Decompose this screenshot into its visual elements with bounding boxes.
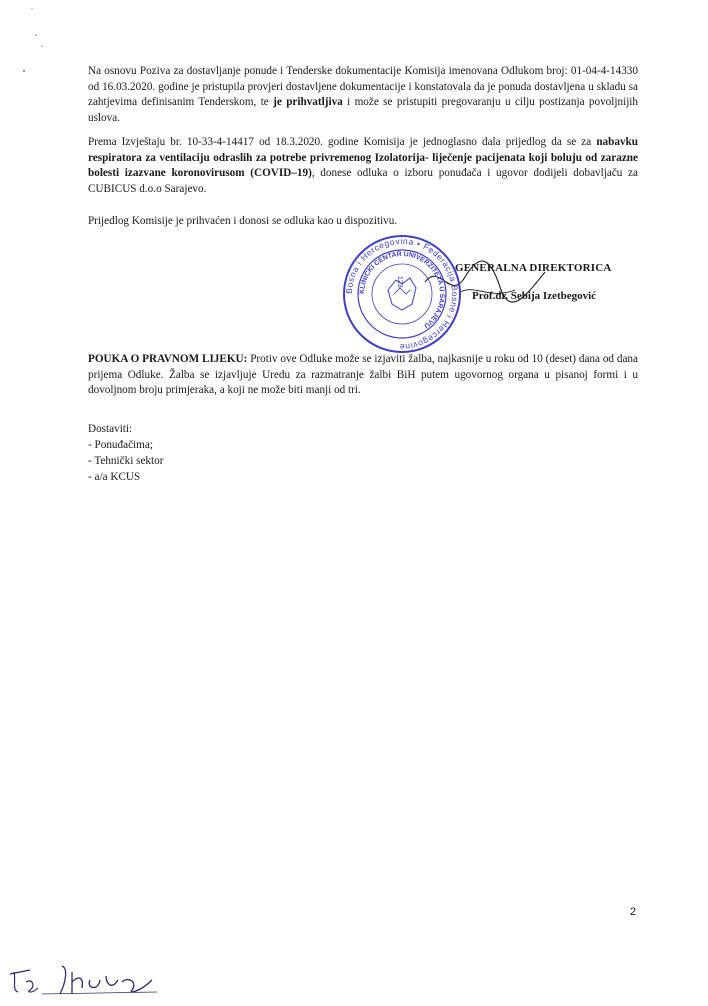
- delivery-item: - a/a KCUS: [88, 471, 141, 483]
- delivery-item: - Ponuđačima;: [88, 439, 153, 451]
- paragraph-legal-remedy: [88, 352, 638, 399]
- legal-remedy-text: Protiv ove Odluke može se izjaviti žalba, najkasnije u roku od 10 (deset) dana od dana prijema Odluke. Žalba se izjavljuje Uredu za razmatranje žalbi BiH putem ugovornog organa u pisanoj formi i u dovoljnom broju primjeraka, a koji ne može biti manji od tri.: [88, 353, 638, 397]
- paragraph-proposal-accepted: [88, 214, 638, 230]
- svg-text:123: 123: [396, 276, 403, 288]
- delivery-item: - Tehnički sektor: [88, 455, 164, 467]
- paragraph-commission-proposal: [88, 135, 638, 197]
- paragraph-proposal-accepted-text: Prijedlog Komisije je prihvaćen i donosi se odluka kao u dispozitivu.: [88, 215, 398, 227]
- paragraph-commission-proposal-bold: nabavku respiratora za ventilaciju odraslih za potrebe privremenog Izolatorija- liječenje pacijenata koji boluju od zarazne bolesti izazvane koronovirusom (COVID–19): [88, 136, 638, 180]
- paragraph-offer-review: [88, 64, 638, 126]
- paragraph-offer-review-bold: je prihvatljiva: [273, 96, 343, 109]
- scan-artifact-marks: [20, 0, 60, 90]
- delivery-list: [88, 421, 163, 485]
- paragraph-commission-proposal-text-b: , donese odluka o izboru ponuđača i ugovor dodijeli dobavljaču za CUBICUS d.o.o Sarajevo.: [88, 167, 638, 195]
- paragraph-commission-proposal-text-a: Prema Izvještaju br. 10-33-4-14417 od 18.3.2020. godine Komisija je jednoglasno dala prijedlog da se za: [88, 136, 597, 148]
- page-number: 2: [630, 906, 637, 918]
- signatory-name: Prof.dr. Sebija Izetbegović: [472, 290, 597, 302]
- delivery-heading: Dostaviti:: [88, 423, 133, 435]
- paragraph-offer-review-text-a: Na osnovu Poziva za dostavljanje ponude i Tenderske dokumentacije Komisija imenovana Odlukom broj: 01-04-4-14330 od 16.03.2020. godine je pristupila provjeri dostavljene dokumentacije i konstatovala da je ponuda dostavljena u skladu sa zahtjevima definisanim Tenderskom, te: [88, 65, 638, 109]
- svg-text:Bosna i Hercegovina • Federaci: Bosna i Hercegovina • Federacija Bosne i Hercegovine: [343, 235, 461, 353]
- svg-text:KLINIČKI CENTAR UNIVERZITETA U: KLINIČKI CENTAR UNIVERZITETA U SARAJEVU: [358, 250, 446, 330]
- paragraph-offer-review-text-b: i može se pristupiti pregovaranju u cilju postizanja povoljnijih uslova.: [88, 96, 639, 124]
- official-stamp: [340, 232, 464, 356]
- initials-signature: [2, 952, 172, 1002]
- signatory-title: GENERALNA DIREKTORICA: [455, 262, 612, 274]
- legal-remedy-heading: POUKA O PRAVNOM LIJEKU:: [88, 353, 248, 365]
